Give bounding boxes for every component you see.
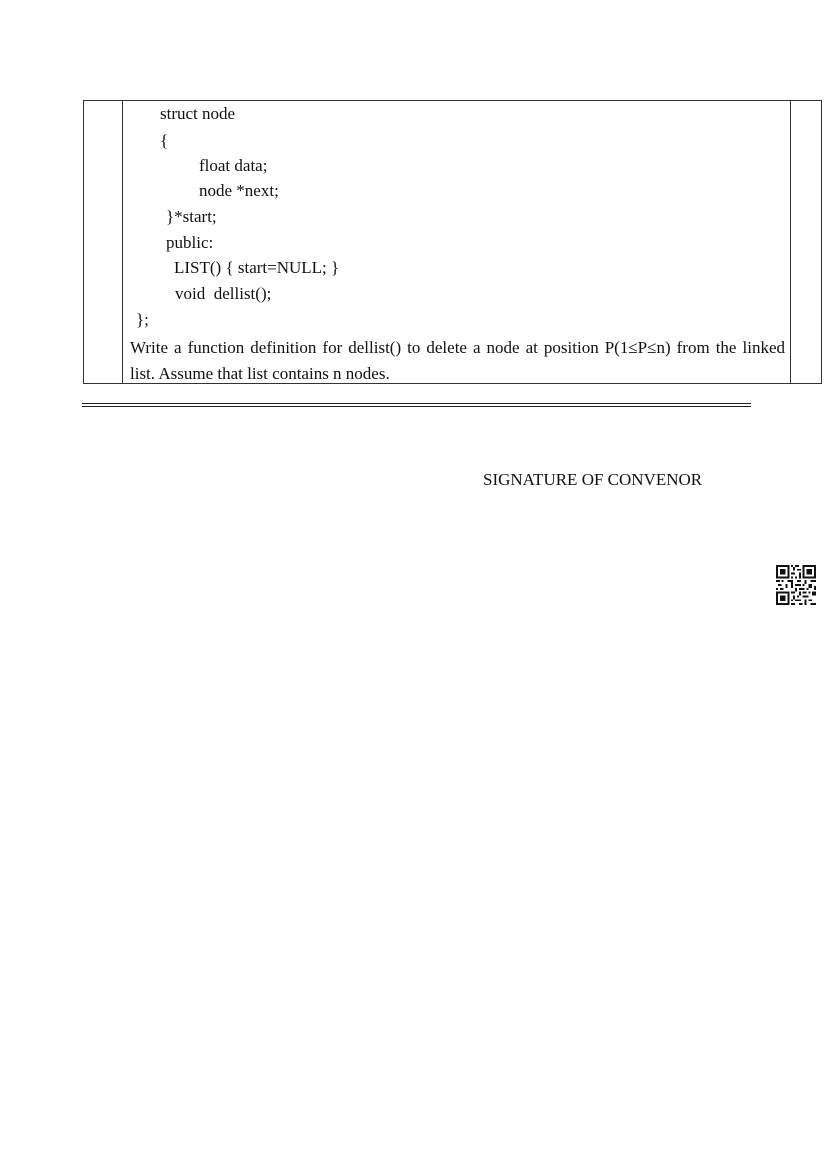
code-line: float data; — [199, 156, 268, 175]
code-line: }; — [136, 310, 149, 329]
qr-code-icon — [776, 565, 816, 605]
code-line: }*start; — [166, 207, 217, 226]
code-line: void dellist(); — [175, 284, 272, 303]
double-rule-divider — [82, 403, 751, 407]
question-number-cell — [84, 101, 123, 383]
question-content-cell — [123, 101, 790, 383]
question-table — [83, 100, 822, 384]
code-line: { — [160, 131, 169, 150]
code-line: public: — [166, 233, 214, 252]
question-text: Write a function definition for dellist() to delete a node at position P(1≤P≤n) from the linked list. Assume that list contains n nodes. — [130, 338, 785, 383]
code-line: node *next; — [199, 181, 279, 200]
signature-label: SIGNATURE OF CONVENOR — [483, 470, 703, 489]
code-line: LIST() { start=NULL; } — [174, 258, 340, 277]
code-line: struct node — [160, 104, 236, 123]
marks-cell — [790, 101, 821, 383]
